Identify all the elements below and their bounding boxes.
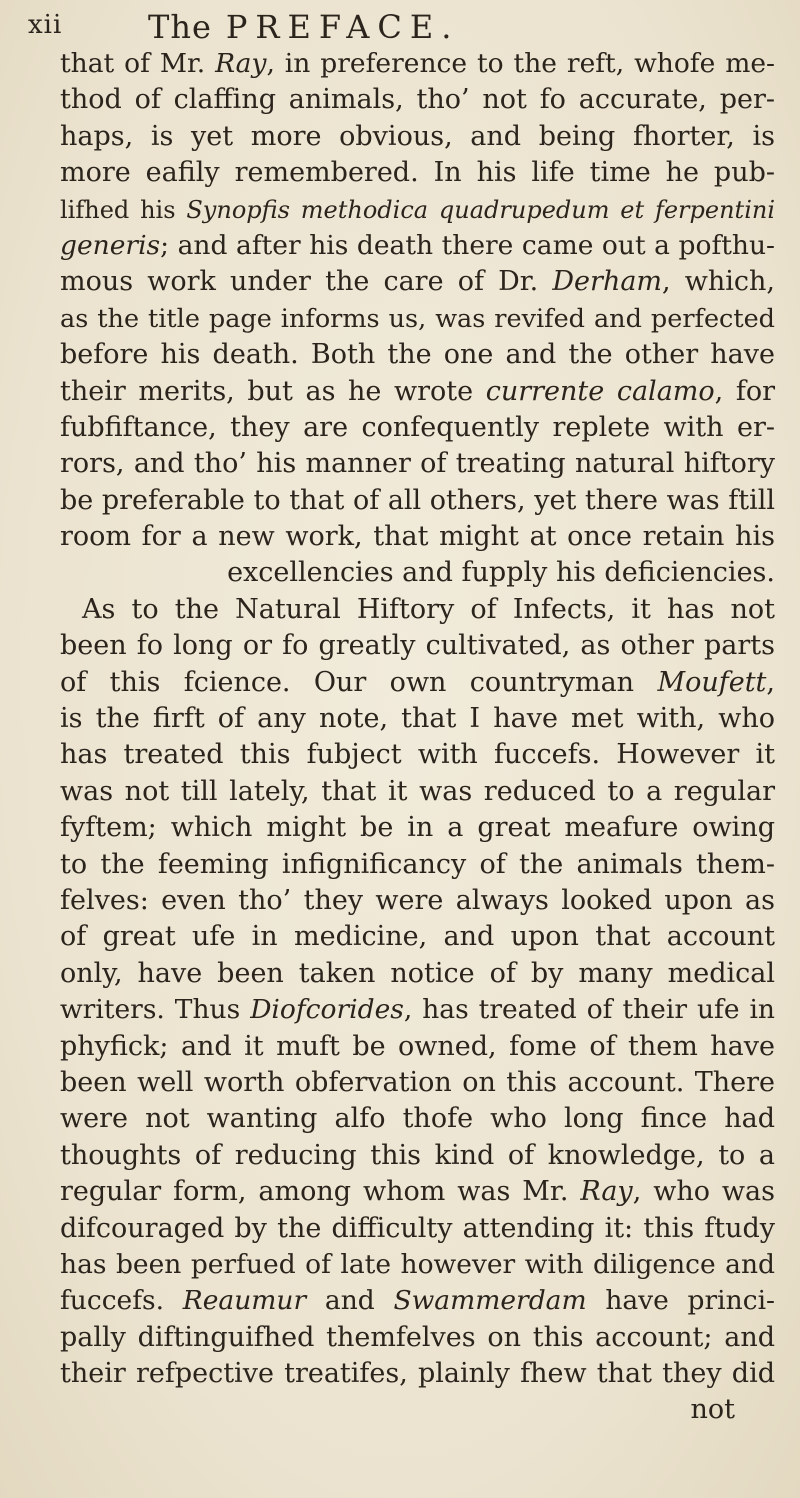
text-segment: be preferable to that of all others, yet there was ftill bbox=[60, 484, 775, 516]
text-segment: been well worth obfervation on this account. There bbox=[60, 1066, 775, 1098]
text-segment: , in preference to the reft, whofe me- bbox=[266, 48, 775, 79]
text-segment: , bbox=[766, 666, 775, 698]
text-line bbox=[60, 1356, 775, 1392]
text-segment: ; and after his death there came out a pofthu- bbox=[160, 229, 775, 261]
text-line bbox=[60, 665, 775, 701]
text-segment: difcouraged by the difficulty attending it: this ftudy bbox=[60, 1212, 775, 1244]
text-segment: rors, and tho’ his manner of treating natural hiftory bbox=[60, 448, 775, 480]
text-segment: their refpective treatifes, plainly fhew that they did bbox=[60, 1358, 775, 1390]
text-segment: have princi- bbox=[586, 1285, 775, 1317]
text-segment: thoughts of reducing this kind of knowledge, to a bbox=[60, 1139, 775, 1171]
text-line bbox=[60, 555, 775, 591]
text-line bbox=[60, 46, 775, 82]
text-line bbox=[60, 519, 775, 555]
italic-text: Reaumur bbox=[182, 1285, 307, 1317]
text-line bbox=[60, 1320, 775, 1356]
text-segment: more eafily remembered. In his life time he pub- bbox=[60, 157, 775, 189]
italic-text: Diofcorides bbox=[250, 994, 404, 1026]
text-line bbox=[60, 82, 775, 118]
text-segment: has treated this fubject with fuccefs. However it bbox=[60, 739, 775, 771]
text-line bbox=[60, 810, 775, 846]
text-segment: as the title page informs us, was revifed and perfected bbox=[60, 303, 775, 334]
italic-text: Swammerdam bbox=[393, 1285, 587, 1317]
text-line bbox=[60, 374, 775, 410]
text-line bbox=[60, 1247, 775, 1283]
body-text bbox=[60, 46, 775, 1429]
text-segment: fubfiftance, they are confequently replete with er- bbox=[60, 411, 775, 443]
text-line bbox=[60, 1101, 775, 1137]
text-segment: fyftem; which might be in a great meafure owing bbox=[60, 812, 775, 844]
text-segment: of great ufe in medicine, and upon that account bbox=[60, 921, 775, 953]
text-segment: only, have been taken notice of by many medical bbox=[60, 957, 775, 989]
text-segment: pally diftinguifhed themfelves on this account; and bbox=[60, 1321, 775, 1353]
text-line bbox=[60, 1283, 775, 1319]
text-segment: room for a new work, that might at once retain his bbox=[60, 521, 775, 553]
page-header bbox=[0, 4, 800, 48]
text-line bbox=[60, 592, 775, 628]
text-line bbox=[60, 192, 775, 228]
text-line bbox=[60, 155, 775, 191]
text-line bbox=[60, 1138, 775, 1174]
text-segment: and bbox=[306, 1285, 394, 1317]
text-line bbox=[60, 1211, 775, 1247]
text-segment: regular form, among whom was Mr. bbox=[60, 1176, 581, 1208]
italic-text: Moufett bbox=[657, 666, 767, 698]
text-segment: , which, bbox=[662, 266, 775, 298]
page-number: xii bbox=[28, 10, 63, 40]
text-segment: to the feeming infignificancy of the animals them- bbox=[60, 848, 775, 880]
text-line bbox=[60, 701, 775, 737]
text-segment: , who was bbox=[632, 1176, 775, 1208]
text-line bbox=[60, 228, 775, 264]
text-segment: lifhed his bbox=[60, 195, 187, 224]
text-line bbox=[60, 992, 775, 1028]
text-segment: haps, is yet more obvious, and being fhorter, is bbox=[60, 120, 775, 152]
italic-text: generis bbox=[60, 229, 161, 261]
text-line bbox=[60, 301, 775, 337]
text-line bbox=[60, 410, 775, 446]
text-line bbox=[60, 774, 775, 810]
text-segment: , has treated of their ufe in bbox=[403, 994, 775, 1026]
text-line bbox=[60, 1174, 775, 1210]
text-segment: thod of claffing animals, tho’ not fo accurate, per- bbox=[60, 84, 775, 116]
text-line bbox=[60, 483, 775, 519]
italic-text: currente calamo bbox=[485, 375, 715, 407]
text-segment: that of Mr. bbox=[60, 48, 216, 79]
text-line bbox=[60, 1029, 775, 1065]
text-line bbox=[60, 883, 775, 919]
italic-text: Derham bbox=[552, 266, 663, 298]
text-segment: not bbox=[690, 1394, 735, 1426]
text-segment: As to the Natural Hiftory of Infects, it has not bbox=[82, 593, 775, 625]
text-segment: writers. Thus bbox=[60, 994, 251, 1026]
text-segment: felves: even tho’ they were always looked upon as bbox=[60, 884, 775, 916]
text-line bbox=[60, 919, 775, 955]
text-segment: mous work under the care of Dr. bbox=[60, 266, 553, 298]
text-segment: excellencies and fupply his deficiencies. bbox=[227, 557, 775, 589]
italic-text: Ray bbox=[580, 1176, 633, 1208]
text-segment: , for bbox=[714, 375, 775, 407]
catchword bbox=[60, 1392, 775, 1428]
text-line bbox=[60, 628, 775, 664]
text-line bbox=[60, 446, 775, 482]
running-head-the: The bbox=[148, 8, 212, 46]
text-line bbox=[60, 337, 775, 373]
text-segment: phyfick; and it muft be owned, fome of them have bbox=[60, 1030, 775, 1062]
text-segment: of this fcience. Our own countryman bbox=[60, 666, 658, 698]
running-head bbox=[148, 8, 459, 46]
text-line bbox=[60, 1065, 775, 1101]
text-segment: was not till lately, that it was reduced to a regular bbox=[60, 775, 775, 807]
text-segment: is the firft of any note, that I have met with, who bbox=[60, 703, 775, 735]
text-line bbox=[60, 847, 775, 883]
text-line bbox=[60, 956, 775, 992]
text-segment: before his death. Both the one and the other have bbox=[60, 339, 775, 371]
text-segment: has been perfued of late however with diligence and bbox=[60, 1248, 775, 1280]
italic-text: Ray bbox=[215, 48, 267, 79]
text-segment: were not wanting alfo thofe who long fince had bbox=[60, 1103, 775, 1135]
text-line bbox=[60, 119, 775, 155]
text-segment: their merits, but as he wrote bbox=[60, 375, 486, 407]
text-line bbox=[60, 264, 775, 300]
text-segment: been fo long or fo greatly cultivated, as other parts bbox=[60, 630, 775, 662]
italic-text: Synopfis methodica quadrupedum et ferpentini bbox=[186, 195, 775, 224]
text-segment: fuccefs. bbox=[60, 1285, 183, 1317]
running-head-preface: PREFACE. bbox=[225, 8, 460, 46]
text-line bbox=[60, 737, 775, 773]
